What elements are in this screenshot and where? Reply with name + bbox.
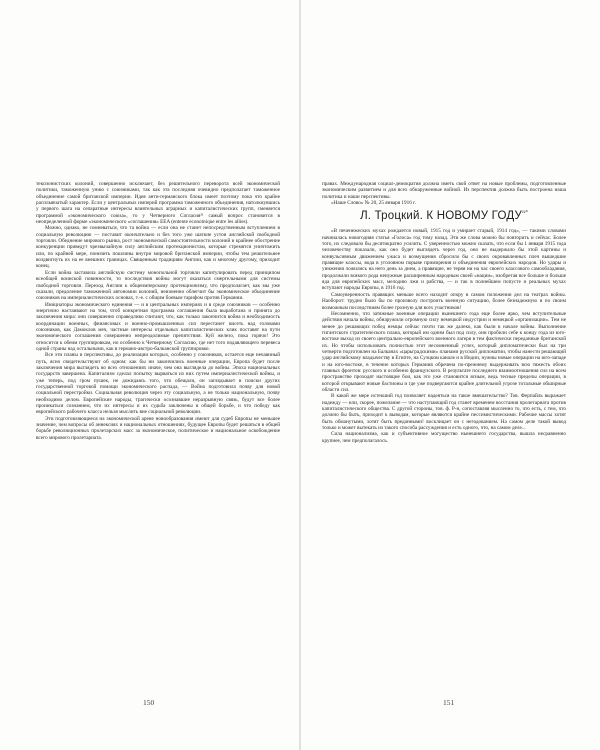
left-paragraph-1: тексионистских колоний, совершенно исключает, без решительного переворота всей экономической политики, таможенную унию с союзниками, так как эта последняя очевидно предполагает таможенное объединение самой британской империи. Идея анти-германского блока имеет поэтому пока что крайне расплывчатый характер. Если у центральных империй программа таможенного объединения, натолкнувшись у первого шага на сепаратные интересы влиятельных аграрных и капиталистических групп, сменяется программой «экономического союза», то у Четверного Согласия²¹ самый вопрос становится в неопределенной форме «экономического «соглашения» EEA (entente economique entre les allies).: [36, 181, 280, 226]
left-paragraph-4: Инициаторы экономического единения — и в центральных империях и в среде союзников — особенно энергично настаивают на том, чтоб конкретная программа соглашения была выработана и принята до заключения мира: они совершенно справедливо считают, что, как только закончится война и необходимость координации военных, финансовых и военно-промышленных сил перестанет висеть над головами союзников, как Дамоклов меч, частные интересы отдельных капиталистических клик поставят на пути экономического соглашения совершенно непреодолимые препятствия. Куй железо, пока горячо! Это относится к обеим группировкам, но особенно к Четверному Согласию, где нет того подавляющего перевеса одной страны над остальными, как в германо-австро-балканской группировке.: [36, 301, 280, 352]
right-text-column: [322, 181, 566, 689]
left-text-column: [36, 181, 280, 689]
left-page-number: 150: [143, 698, 155, 707]
left-paragraph-2: Можно, однако, не сомневаться, что та война — если она не станет непосредственным вступлением в социальную революцию — поставит окончательно и без того уже шаткие устои английской свободной торговли. Обеднение мирового рынка, рост экономической самостоятельности колоний и крайнее обострение конкуренции приведут чрезвычайную силу английским протекционистам, которые стремятся уничтожить или, по крайней мере, понизить пошлины внутри мировой британской империи, чтобы тем решительнее воздвигнуть их на ее внешних границах. Священным традициям Англии, как и многому другому, приходит конец.: [36, 225, 280, 270]
heading-footnote-marker: ²²⁰: [521, 210, 528, 217]
source-citation: «Наше Слово» № 20, 25 января 1916 г.: [331, 200, 416, 207]
article-heading-text: Л. Троцкий. К НОВОМУ ГОДУ: [360, 210, 522, 223]
right-paragraph-1: «В печенежеских мухах рождается новый, 1915 год и умирает старый, 1914 год», — такими словами начиналась новогодняя статья «Голоса» год тому назад. Эти же слова можно бы повторить и сейчас. Более того, их следовало бы десятикратно усилить. С уверенностью можно сказать, что если бы 1 января 1915 года человечеству показали, как оно будет выглядеть через год, оно не выдержало бы этой картины и конвульсивным движением ужаса и возмущения сбросило бы с своих окровавленных плеч вышедшие правящие классы, вода в уголовном порыве примирения и объединения европейских народов. Но удары и унижения ложились на него день за днем, а правящие, не теряя ни на час своего классового самообладания, продолжали всякого рода ненужные расширенным народным своей «нации», изобретая все больше и больше яда для европейских масс, мелодию лжи и рабства, — и так в полнейшем попусте и реальных мухах вступают народы Европы, в 1916 год.: [322, 228, 566, 292]
right-paragraph-5: Сила национализма, как и субъективное могущество нынешнего государства, вышла несравненно крупнее, чем предполагалось.: [322, 431, 566, 444]
left-paragraph-3: Если война заставила английскую систему монопольной торговли капитулировать перед принципом всеобщей воинской повинности, то последствия войны могут оказаться смертельными для системы свободной торговли. Переход Англии к общеимперскому протекционизму, что предполагает, как мы уже сказали, предоление таможенной автономии колоний, неизменно облегчит бы экономическое объединение союзников на империалистических основах, т.-е. с общим боевым тарифом против Германии.: [36, 269, 280, 302]
right-paragraph-3: Несомненно, что затяжные военные операции нынешнего года еще более ярко, чем вступительные действия начала войны, обнаружили огромную силу немецкой индустрии и немецкой «организации». Тем не менее до решающих побед немцы сейчас почти так же далеко, как были в начале войны. Выполнение гигантского стратегического плана, который им одним был под силу, они пробили себе к концу года из юго-востоке выход из своего центрально-европейского военного лагеря в тем фактически переданные британской их. Но чтобы использовать полностью этот несомненный успех, который дипломатически был на три четверти подготовлен на Балканах «царьградскими» планами русской дипломатии, чтобы нанести решающий удар английскому владычеству в Египте, на Суэцком канале и в Индии, нужны новые операции на юго-западе и на юго-востоке, в течение которых Германия обречена по-прежнему выдерживать всю тяжесть обоих главных фронтов: русского и особенно французского. В результате последнего взаимоотношения сил на всем пространстве проходят настоящие бои, как это уже становится ясным, ведь тесные пределы операции, в которой открывают новые бастионы и где уже подвергаются крайне длительной угрозе тотальные обширные области сил.: [322, 310, 566, 393]
left-paragraph-6: Эти подготовляющиеся на экономической арене новообразования имеют для судеб Европы не меньшее значение, чем вопросы об аннексиях и национальных отношениях, будущее Европы будет решаться в общей борьбе революционных пролетарских масс за экономическое, политическое и национальное освобождение всего мирового пролетариата.: [36, 415, 280, 441]
left-paragraph-5: Все эти планы и перспективы, до реализации которых, особенно у союзников, остается еще нечаянный путь, ясно свидетельствуют об одном: как бы ни закончились военные операции, Европа будет после заключения мира выглядеть во всех отношениях иначе, чем она выглядела до войны. Эпоха национальных государств завершена. Капитализм сделал попытку вырваться из них путем империалистической войны, и уже теперь, под гром пушек, не дожидаясь того, что обещали, он заглядывает в поиски других государственной торговой помощи экономического распада, — Война подготовила почву для новой социальной перестройки. Социальная революция через эту социальную, а не только национальную, почву необходимо делом. Европейские народы, трагически осознавшие неразрывную связь, будут все более проникаться сознанием, что их интересы и их судьба заключены в общей борьбе, и что победу как европейского рабочего класса нельзя мыслить вне социальной революции.: [36, 352, 280, 416]
right-page: [300, 0, 600, 750]
right-paragraph-2: Самоуверенность правящих меньше всего находит опору в самом положении дел на театрах войны. Наоборот: трудно было бы по произволу построить военную ситуацию, более безнадежную и по своим возможным последствиям более грозную для всех участников!: [322, 291, 566, 311]
right-paragraph-4: В какой же мере истекший год позволяет надеяться на такое вмешательство? Тов. Ферпайль выражает надежду — или, скорее, пожелание — что наступающий год станет временем восстания пролетариата против капиталистического общества. С другой стороны, тов. ф. Р-н, сопоставляя мысленно то, что есть, с тем, что должно бы быть, приходит к выводам, которые являются крайне пессимистическими. Рабочие массы хотят быть обманутыми, хотят быть преданными! восклицает он с негодованием. На самом деле такой вывод только и может вытекать из такого способа рассуждения и есть одного, что, на самом деле...: [322, 393, 566, 432]
right-intro-paragraph: правах. Международная социал-демократия должна иметь свой ответ на новые проблемы, подготовленные экономическим развитием и для всех обнаруженные войной. Из перспектив должна быть построена наша политика и наши перспективы.: [322, 181, 566, 200]
article-heading: [322, 210, 566, 223]
right-page-number: 151: [443, 698, 455, 707]
